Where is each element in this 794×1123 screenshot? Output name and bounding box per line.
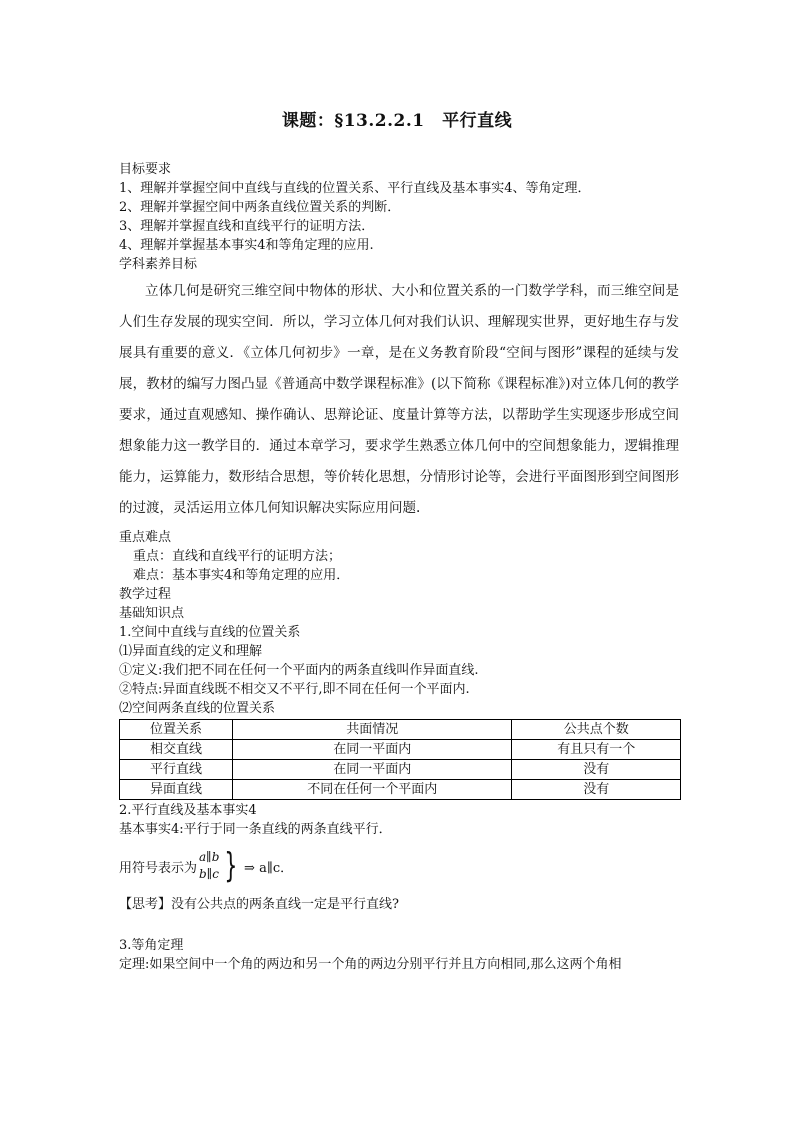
goal-item: 1、理解并掌握空间中直线与直线的位置关系、平行直线及基本事实4、等角定理． (119, 181, 591, 196)
table-header-row (120, 720, 681, 740)
formula-condition-top: a∥b (199, 850, 220, 864)
section-1-heading: 1.空间中直线与直线的位置关系 (119, 625, 301, 640)
table-cell: 相交直线 (120, 740, 233, 760)
formula-result: ⇒ a∥c． (244, 860, 294, 876)
goal-item: 4、理解并掌握基本事实4和等角定理的应用. (119, 238, 374, 253)
table-row (120, 780, 681, 800)
table-header-cell: 位置关系 (120, 720, 233, 740)
formula-conditions (199, 849, 219, 883)
goal-item: 3、理解并掌握直线和直线平行的证明方法． (119, 219, 375, 234)
symbol-formula (119, 843, 679, 889)
table-cell: 没有 (512, 760, 681, 780)
literacy-paragraph: 立体几何是研究三维空间中物体的形状、大小和位置关系的一门数学学科，而三维空间是人们生存发展的现实空间．所以，学习立体几何对我们认识、理解现实世界，更好地生存与发展具有重要的意义．《立体几何初步》一章，是在义务教育阶段“空间与图形”课程的延续与发展，教材的编写力图凸显《普通高中数学课程标准》(以下简称《课程标准》)对立体几何的教学要求，通过直观感知、操作确认、思辩论证、度量计算等方法，以帮助学生实现逐步形成空间想象能力这一教学目的．通过本章学习，要求学生熟悉立体几何中的空间想象能力，逻辑推理能力，运算能力，数形结合思想，等价转化思想，分情形讨论等，会进行平面图形到空间图形的过渡，灵活运用立体几何知识解决实际应用问题. (119, 283, 679, 516)
right-brace-icon: } (224, 846, 238, 886)
table-header-cell: 共面情况 (233, 720, 512, 740)
section-3-heading: 3.等角定理 (119, 938, 184, 953)
think-question: 【思考】没有公共点的两条直线一定是平行直线? (119, 897, 399, 912)
basics-heading: 基础知识点 (119, 606, 185, 621)
process-heading: 教学过程 (119, 587, 172, 602)
fact4-text: 基本事实4:平行于同一条直线的两条直线平行． (119, 822, 392, 837)
table-cell: 在同一平面内 (233, 740, 512, 760)
subsection-heading: ⑴异面直线的定义和理解 (119, 644, 263, 659)
difficult-point: 难点：基本事实4和等角定理的应用． (133, 568, 350, 583)
key-point: 重点：直线和直线平行的证明方法； (133, 549, 342, 564)
table-cell: 在同一平面内 (233, 760, 512, 780)
document-body (119, 160, 679, 974)
table-cell: 没有 (512, 780, 681, 800)
table-row (120, 740, 681, 760)
page-title: 课题：§13.2.2.1 平行直线 (281, 111, 513, 131)
goal-item: 2、理解并掌握空间中两条直线位置关系的判断． (119, 200, 401, 215)
table-header-cell: 公共点个数 (512, 720, 681, 740)
table-cell: 有且只有一个 (512, 740, 681, 760)
table-cell: 不同在任何一个平面内 (233, 780, 512, 800)
subsection-heading: ⑵空间两条直线的位置关系 (119, 701, 276, 716)
table-row (120, 760, 681, 780)
goals-heading: 目标要求 (119, 162, 172, 177)
formula-condition-bottom: b∥c (199, 867, 219, 881)
table-cell: 平行直线 (120, 760, 233, 780)
definition-text: ①定义:我们把不同在任何一个平面内的两条直线叫作异面直线. (119, 663, 479, 678)
section-2-heading: 2.平行直线及基本事实4 (119, 803, 257, 818)
spacer (119, 914, 679, 936)
theorem-text: 定理:如果空间中一个角的两边和另一个角的两边分别平行并且方向相同,那么这两个角相 (119, 957, 622, 972)
position-relation-table (119, 719, 681, 800)
feature-text: ②特点:异面直线既不相交又不平行,即不同在任何一个平面内. (119, 682, 470, 697)
literacy-heading: 学科素养目标 (119, 257, 198, 272)
symbol-lead-text: 用符号表示为 (119, 860, 198, 876)
keypoints-heading: 重点难点 (119, 530, 172, 545)
table-cell: 异面直线 (120, 780, 233, 800)
